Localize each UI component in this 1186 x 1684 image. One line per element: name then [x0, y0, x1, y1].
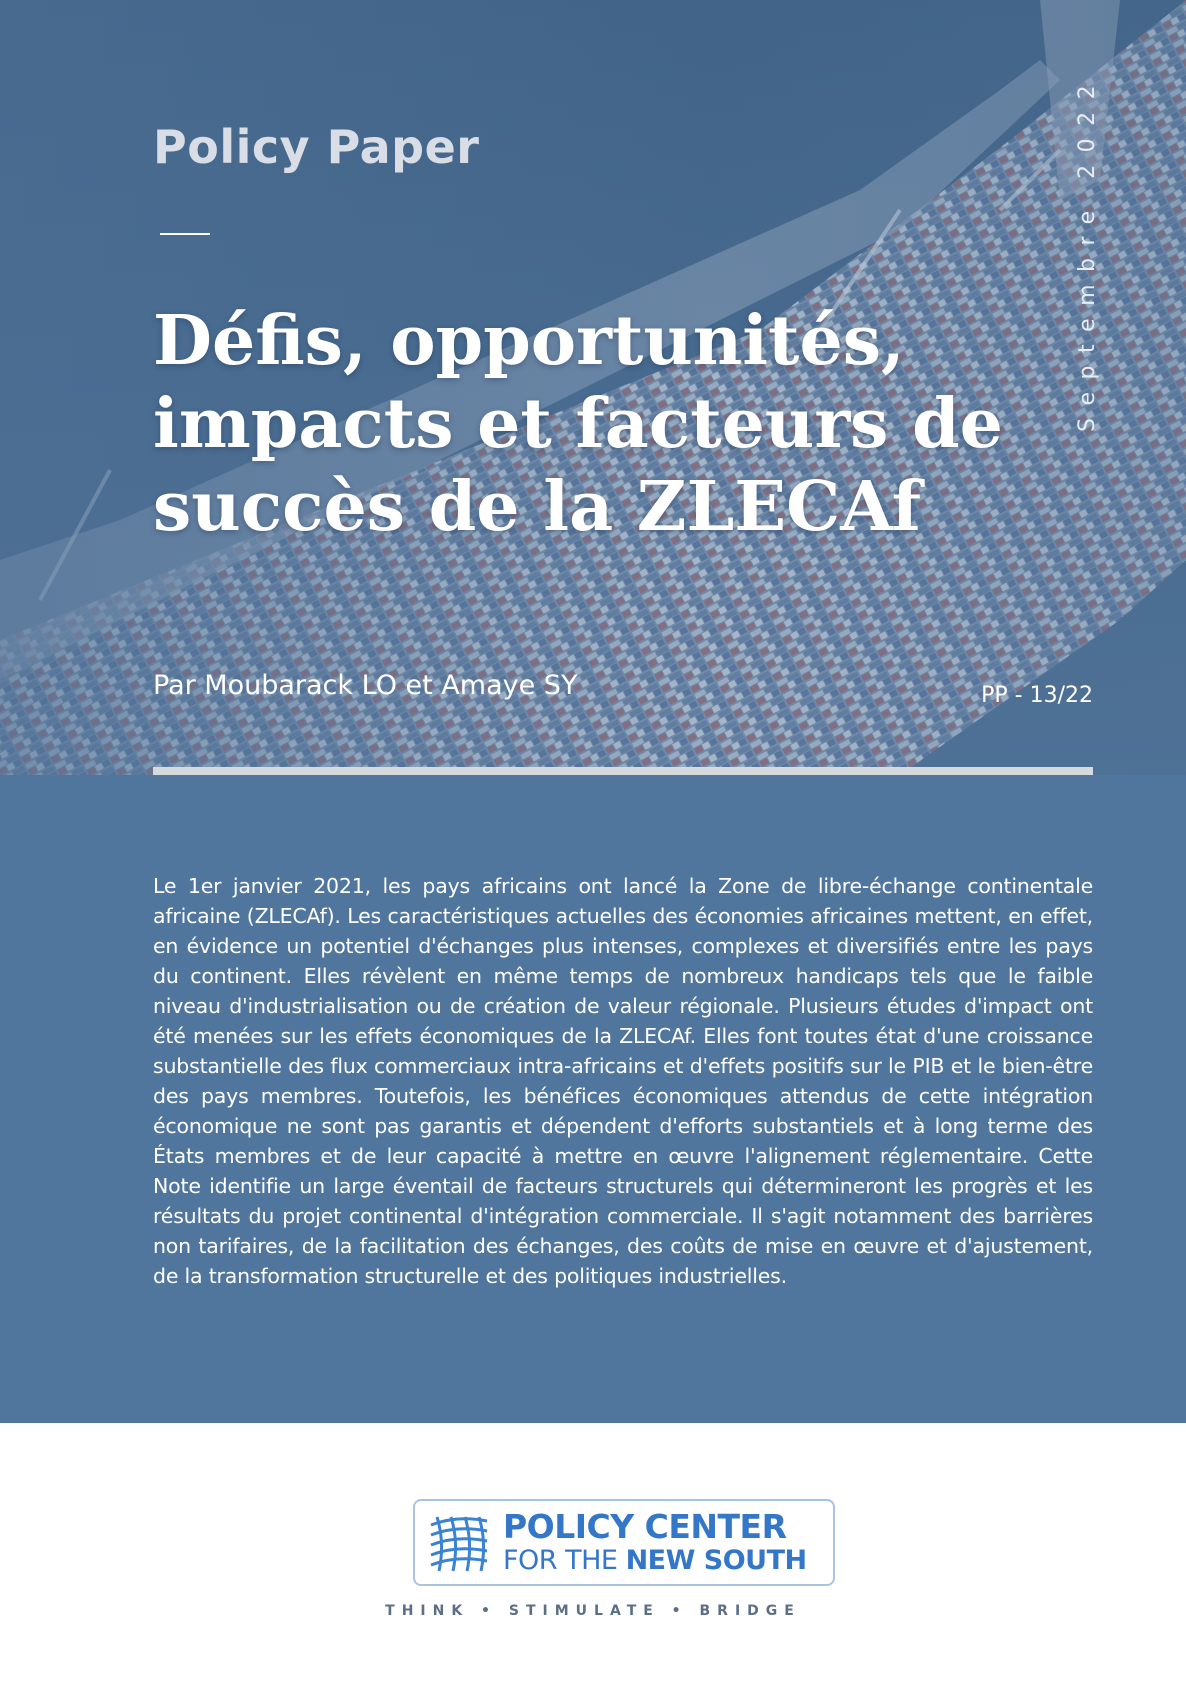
kicker-divider — [160, 233, 210, 235]
paper-reference: PP - 13/22 — [981, 683, 1093, 708]
logo-line-2-prefix: FOR THE — [503, 1545, 626, 1576]
publication-date: Septembre 2022 — [1075, 72, 1100, 432]
cover-hero — [0, 0, 1186, 775]
logo-line-1: POLICY CENTER — [503, 1507, 787, 1546]
authors: Par Moubarack LO et Amaye SY — [153, 670, 578, 701]
hero-divider-bar — [153, 767, 1093, 775]
abstract-section — [0, 775, 1186, 1423]
title-line: succès de la ZLECAf — [153, 467, 922, 547]
document-type-label: Policy Paper — [153, 120, 480, 174]
title-line: Défis, opportunités, — [153, 301, 905, 381]
globe-grid-logo-icon — [427, 1511, 491, 1575]
footer — [0, 1423, 1186, 1684]
abstract-text: Le 1er janvier 2021, les pays africains ont lancé la Zone de libre-échange continentale africaine (ZLECAf). Les caractéristiques actuelles des économies africaines mettent, en effet, en évidence un potentiel d'échanges plus intenses, complexes et diversifiés entre les pays du continent. Elles révèlent en même temps de nombreux handicaps tels que le faible niveau d'industrialisation ou de création de valeur régionale. Plusieurs études d'impact ont été menées sur les effets économiques de la ZLECAf. Elles font toutes état d'une croissance substantielle des flux commerciaux intra-africains et d'effets positifs sur le PIB et le bien-être des pays membres. Toutefois, les bénéfices économiques attendus de cette intégration économique ne sont pas garantis et dépendent d'efforts substantiels et à long terme des États membres et de leur capacité à mettre en œuvre l'alignement réglementaire. Cette Note identifie un large éventail de facteurs structurels qui détermineront les progrès et les résultats du projet continental d'intégration commerciale. Il s'agit notamment des barrières non tarifaires, de la facilitation des échanges, des coûts de mise en œuvre et d'ajustement, de la transformation structurelle et des politiques industrielles. — [153, 874, 1093, 1288]
tagline: THINK • STIMULATE • BRIDGE — [385, 1603, 801, 1619]
policy-center-logo — [413, 1499, 835, 1586]
logo-line-2 — [503, 1545, 807, 1576]
logo-line-2-bold: NEW SOUTH — [625, 1545, 807, 1576]
title-line: impacts et facteurs de — [153, 384, 1003, 464]
page-title — [153, 300, 1013, 549]
